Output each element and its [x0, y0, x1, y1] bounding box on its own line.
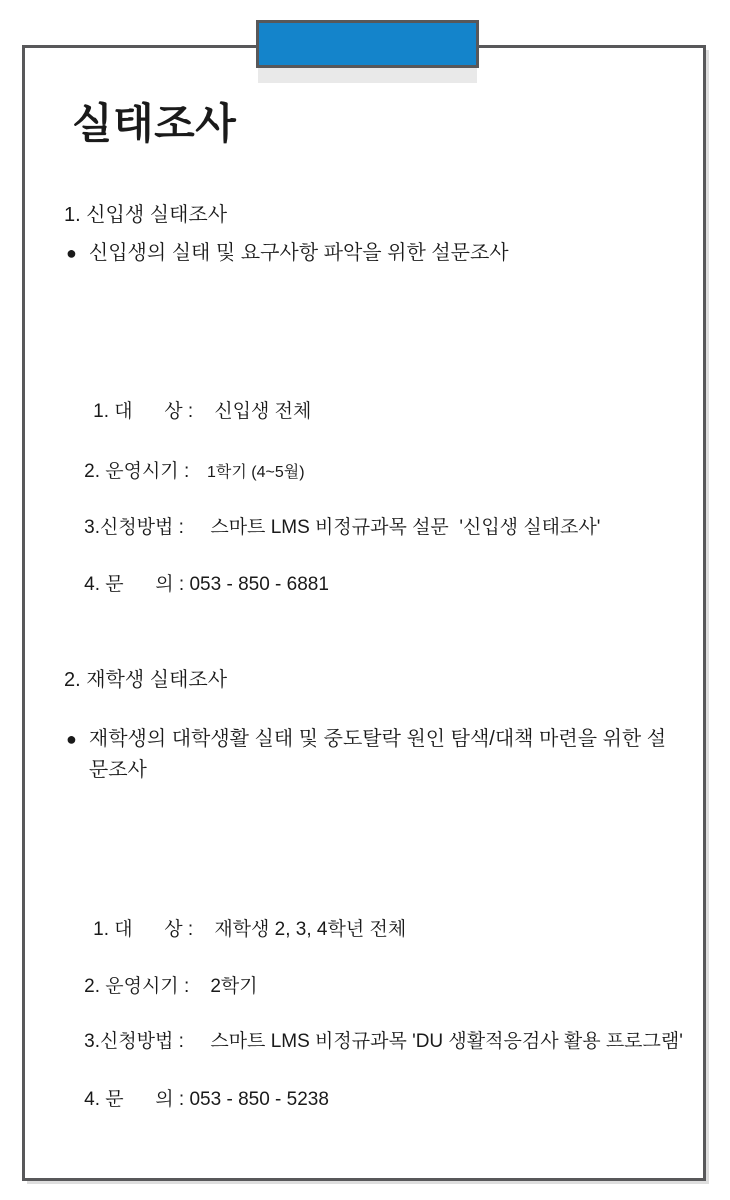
item-value: 스마트 LMS 비정규과목 'DU 생활적응검사 활용 프로그램'	[183, 1031, 683, 1052]
tab-shadow	[258, 68, 477, 83]
item-label: 4. 문 의 :	[84, 1089, 185, 1110]
section-1-heading: 1. 신입생 실태조사	[64, 204, 228, 226]
item-label: 1. 대 상 :	[93, 919, 194, 940]
item-label: 2. 운영시기 :	[84, 461, 190, 482]
item-value: 재학생 2, 3, 4학년 전체	[193, 919, 407, 940]
section-2-item-contact	[63, 1064, 329, 1136]
item-value: 053 - 850 - 5238	[184, 1089, 329, 1110]
item-value: 1학기 (4~5월)	[189, 464, 305, 481]
item-value: 053 - 850 - 6881	[184, 574, 329, 595]
page-title: 실태조사	[72, 100, 237, 147]
item-value: 스마트 LMS 비정규과목 설문 '신입생 실태조사'	[183, 517, 601, 538]
section-2-bullet-item	[66, 724, 681, 786]
item-label: 4. 문 의 :	[84, 574, 185, 595]
bullet-icon: ●	[66, 243, 77, 263]
section-1-bullet-item	[66, 238, 509, 269]
item-value: 신입생 전체	[193, 401, 312, 422]
section-2-bullet-text: 재학생의 대학생활 실태 및 중도탈락 원인 탐색/대책 마련을 위한 설문조사	[88, 728, 667, 781]
blue-tab	[256, 20, 479, 68]
section-2-heading: 2. 재학생 실태조사	[64, 669, 228, 691]
section-1-item-contact	[63, 549, 329, 621]
item-label: 3.신청방법 :	[84, 1031, 184, 1052]
item-value: 2학기	[189, 976, 258, 997]
item-label: 3.신청방법 :	[84, 517, 184, 538]
section-1-bullet-text: 신입생의 실태 및 요구사항 파악을 위한 설문조사	[88, 242, 509, 264]
item-label: 2. 운영시기 :	[84, 976, 190, 997]
item-label: 1. 대 상 :	[93, 401, 194, 422]
bullet-icon: ●	[66, 729, 77, 749]
